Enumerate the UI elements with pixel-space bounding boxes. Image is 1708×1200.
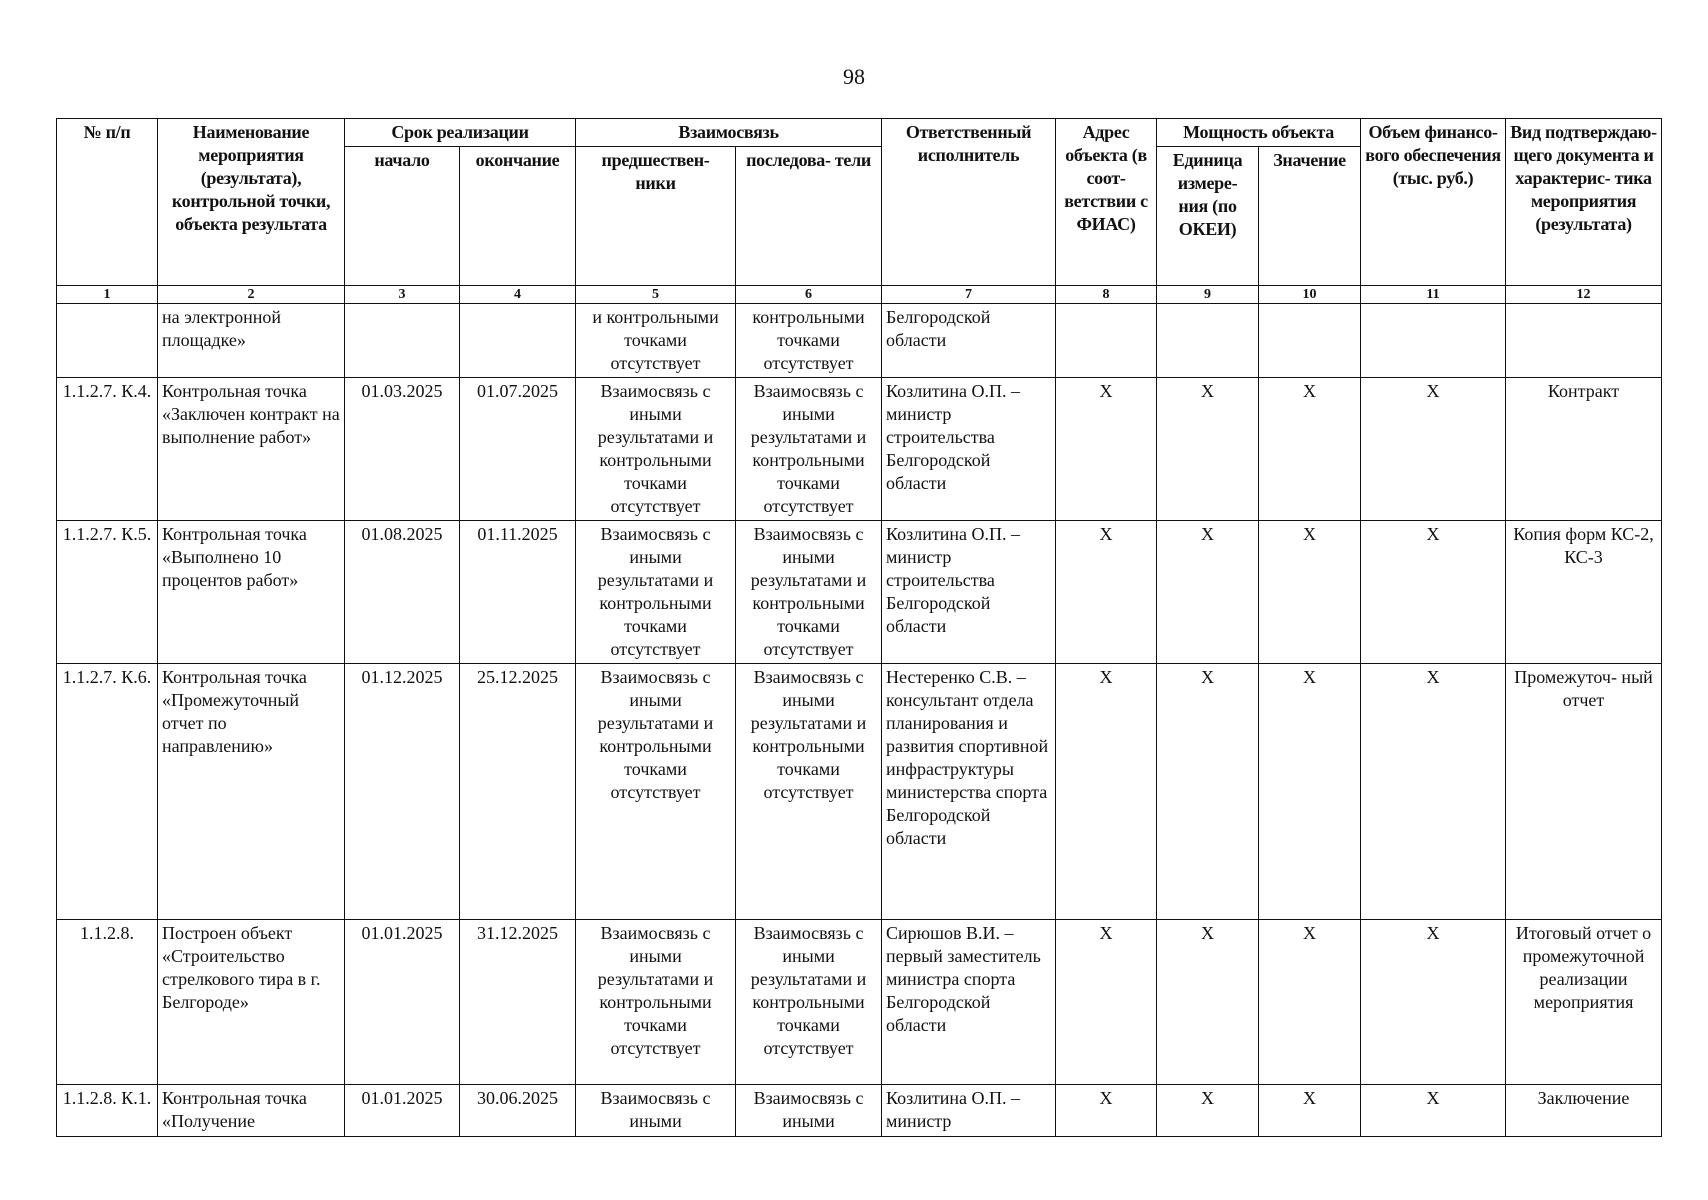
cell-succ: Взаимосвязь с иными результатами и контрольными точками отсутствует	[736, 521, 882, 664]
column-number: 7	[882, 286, 1056, 304]
cell-doc: Копия форм КС-2, КС-3	[1506, 521, 1662, 664]
cell-end	[460, 304, 576, 378]
column-number: 10	[1259, 286, 1361, 304]
cell-name: Построен объект «Строительство стрелкового тира в г. Белгороде»	[158, 920, 345, 1085]
cell-num: 1.1.2.7. К.6.	[57, 664, 158, 920]
header-num: № п/п	[57, 119, 158, 286]
cell-doc: Итоговый отчет о промежуточной реализации мероприятия	[1506, 920, 1662, 1085]
column-number: 11	[1361, 286, 1506, 304]
cell-doc	[1506, 304, 1662, 378]
header-value: Значение	[1259, 147, 1361, 286]
cell-unit: X	[1157, 521, 1259, 664]
table-row	[57, 920, 1662, 1085]
header-pred: предшествен- ники	[576, 147, 736, 286]
cell-resp: Сирюшов В.И. – первый заместитель министра спорта Белгородской области	[882, 920, 1056, 1085]
cell-end: 01.07.2025	[460, 378, 576, 521]
header-start: начало	[345, 147, 460, 286]
column-number: 3	[345, 286, 460, 304]
cell-end: 25.12.2025	[460, 664, 576, 920]
cell-resp: Нестеренко С.В. – консультант отдела планирования и развития спортивной инфраструктуры министерства спорта Белгородской области	[882, 664, 1056, 920]
table-row	[57, 304, 1662, 378]
header-resp: Ответственный исполнитель	[882, 119, 1056, 286]
column-number: 2	[158, 286, 345, 304]
cell-pred: Взаимосвязь с иными результатами и контрольными точками отсутствует	[576, 378, 736, 521]
cell-unit: X	[1157, 1085, 1259, 1137]
table-row	[57, 521, 1662, 664]
cell-addr: X	[1056, 1085, 1157, 1137]
cell-unit	[1157, 304, 1259, 378]
header-addr: Адрес объекта (в соот- ветствии с ФИАС)	[1056, 119, 1157, 286]
table-row	[57, 378, 1662, 521]
header-unit: Единица измере- ния (по ОКЕИ)	[1157, 147, 1259, 286]
cell-num: 1.1.2.7. К.4.	[57, 378, 158, 521]
cell-doc: Контракт	[1506, 378, 1662, 521]
cell-num	[57, 304, 158, 378]
cell-start: 01.12.2025	[345, 664, 460, 920]
column-number: 4	[460, 286, 576, 304]
table-row	[57, 1085, 1662, 1137]
cell-end: 01.11.2025	[460, 521, 576, 664]
cell-name: Контрольная точка «Получение	[158, 1085, 345, 1137]
header-end: окончание	[460, 147, 576, 286]
cell-doc: Заключение	[1506, 1085, 1662, 1137]
cell-name: Контрольная точка «Заключен контракт на выполнение работ»	[158, 378, 345, 521]
cell-num: 1.1.2.7. К.5.	[57, 521, 158, 664]
cell-end: 31.12.2025	[460, 920, 576, 1085]
column-number: 6	[736, 286, 882, 304]
cell-pred: Взаимосвязь с иными результатами и контрольными точками отсутствует	[576, 664, 736, 920]
cell-succ: Взаимосвязь с иными результатами и контрольными точками отсутствует	[736, 664, 882, 920]
header-power: Мощность объекта	[1157, 119, 1361, 147]
cell-doc: Промежуточ- ный отчет	[1506, 664, 1662, 920]
header-name: Наименование мероприятия (результата), контрольной точки, объекта результата	[158, 119, 345, 286]
cell-addr: X	[1056, 378, 1157, 521]
cell-pred: Взаимосвязь с иными результатами и контрольными точками отсутствует	[576, 521, 736, 664]
cell-addr: X	[1056, 664, 1157, 920]
cell-resp: Белгородской области	[882, 304, 1056, 378]
cell-value: X	[1259, 521, 1361, 664]
cell-value: X	[1259, 378, 1361, 521]
cell-unit: X	[1157, 664, 1259, 920]
column-number: 9	[1157, 286, 1259, 304]
cell-fin: X	[1361, 920, 1506, 1085]
cell-pred: и контрольными точками отсутствует	[576, 304, 736, 378]
cell-pred: Взаимосвязь с иными результатами и контрольными точками отсутствует	[576, 920, 736, 1085]
cell-value: X	[1259, 920, 1361, 1085]
table-row	[57, 664, 1662, 920]
cell-end: 30.06.2025	[460, 1085, 576, 1137]
cell-addr: X	[1056, 521, 1157, 664]
cell-start: 01.08.2025	[345, 521, 460, 664]
column-numbers-row	[57, 286, 1662, 304]
column-number: 1	[57, 286, 158, 304]
cell-value: X	[1259, 664, 1361, 920]
cell-unit: X	[1157, 378, 1259, 521]
cell-pred: Взаимосвязь с иными	[576, 1085, 736, 1137]
cell-name: на электронной площадке»	[158, 304, 345, 378]
column-number: 12	[1506, 286, 1662, 304]
cell-succ: контрольными точками отсутствует	[736, 304, 882, 378]
cell-succ: Взаимосвязь с иными результатами и контрольными точками отсутствует	[736, 378, 882, 521]
cell-value	[1259, 304, 1361, 378]
cell-start: 01.01.2025	[345, 1085, 460, 1137]
cell-addr	[1056, 304, 1157, 378]
cell-value: X	[1259, 1085, 1361, 1137]
header-doc: Вид подтверждаю- щего документа и характерис- тика мероприятия (результата)	[1506, 119, 1662, 286]
header-succ: последова- тели	[736, 147, 882, 286]
cell-name: Контрольная точка «Выполнено 10 процентов работ»	[158, 521, 345, 664]
cell-fin: X	[1361, 664, 1506, 920]
cell-fin: X	[1361, 1085, 1506, 1137]
column-number: 5	[576, 286, 736, 304]
cell-start: 01.01.2025	[345, 920, 460, 1085]
cell-unit: X	[1157, 920, 1259, 1085]
cell-resp: Козлитина О.П. – министр	[882, 1085, 1056, 1137]
cell-succ: Взаимосвязь с иными результатами и контрольными точками отсутствует	[736, 920, 882, 1085]
cell-start	[345, 304, 460, 378]
column-number: 8	[1056, 286, 1157, 304]
cell-start: 01.03.2025	[345, 378, 460, 521]
cell-resp: Козлитина О.П. – министр строительства Белгородской области	[882, 521, 1056, 664]
cell-addr: X	[1056, 920, 1157, 1085]
cell-fin: X	[1361, 521, 1506, 664]
cell-fin: X	[1361, 378, 1506, 521]
cell-num: 1.1.2.8.	[57, 920, 158, 1085]
page-number: 98	[843, 64, 865, 89]
cell-name: Контрольная точка «Промежуточный отчет по направлению»	[158, 664, 345, 920]
cell-fin	[1361, 304, 1506, 378]
cell-succ: Взаимосвязь с иными	[736, 1085, 882, 1137]
header-fin: Объем финансо-вого обеспечения (тыс. руб.)	[1361, 119, 1506, 286]
header-period: Срок реализации	[345, 119, 576, 147]
plan-table	[56, 118, 1662, 1137]
cell-num: 1.1.2.8. К.1.	[57, 1085, 158, 1137]
header-link: Взаимосвязь	[576, 119, 882, 147]
cell-resp: Козлитина О.П. – министр строительства Белгородской области	[882, 378, 1056, 521]
